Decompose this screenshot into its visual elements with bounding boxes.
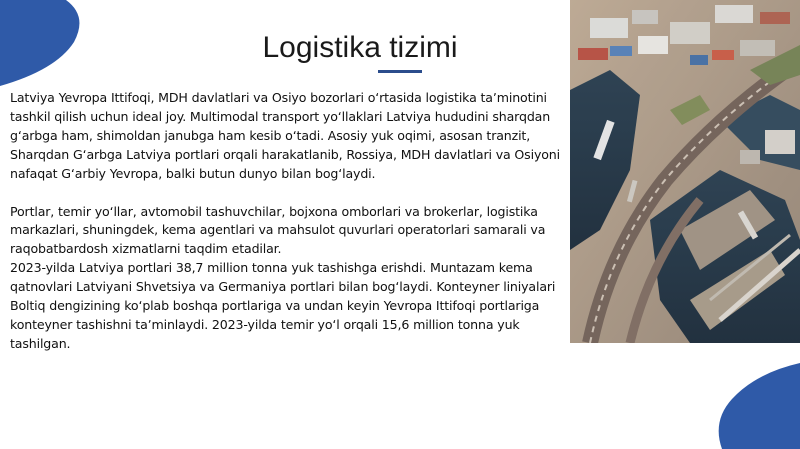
paragraph-statistics: 2023-yilda Latviya portlari 38,7 million tonna yuk tashishga erishdi. Muntazam kema qatnovlari Latviyani Shvetsiya va Germaniya portlari bilan bogʻlaydi. Konteyner liniyalari Boltiq dengizining koʻplab boshqa portlariga va undan keyin Yevropa Ittifoqi portlariga konteyner tashishni taʼminlaydi. 2023-yilda temir yoʻl orqali 15,6 million tonna yuk tashilgan. bbox=[10, 260, 556, 351]
slide-body bbox=[10, 89, 570, 354]
title-underline bbox=[378, 70, 422, 73]
paragraph-services: Portlar, temir yoʻllar, avtomobil tashuvchilar, bojxona omborlari va brokerlar, logistika markazlari, shuningdek, kema agentlari va mahsulot quvurlari operatorlari samarali va raqobatbardosh xizmatlarni taqdim etadilar. bbox=[10, 203, 546, 257]
slide-title: Logistika tizimi bbox=[262, 31, 458, 64]
paragraph-intro: Latviya Yevropa Ittifoqi, MDH davlatlari va Osiyo bozorlari oʻrtasida logistika taʼminotini tashkil qilish uchun ideal joy. Multimodal transport yoʻllaklari Latviya hududini sharqdan gʻarbga ham, shimoldan janubga ham kesib oʻtadi. Asosiy yuk oqimi, asosan tranzit, Sharqdan Gʻarbga Latviya portlari orqali harakatlanib, Rossiya, MDH davlatlari va Osiyoni nafaqat Gʻarbiy Yevropa, balki butun dunyo bilan bogʻlaydi. bbox=[10, 90, 560, 181]
aerial-port-photo bbox=[570, 0, 800, 343]
corner-decoration-bottom-right bbox=[718, 363, 800, 449]
corner-decoration-top-left bbox=[0, 0, 82, 86]
